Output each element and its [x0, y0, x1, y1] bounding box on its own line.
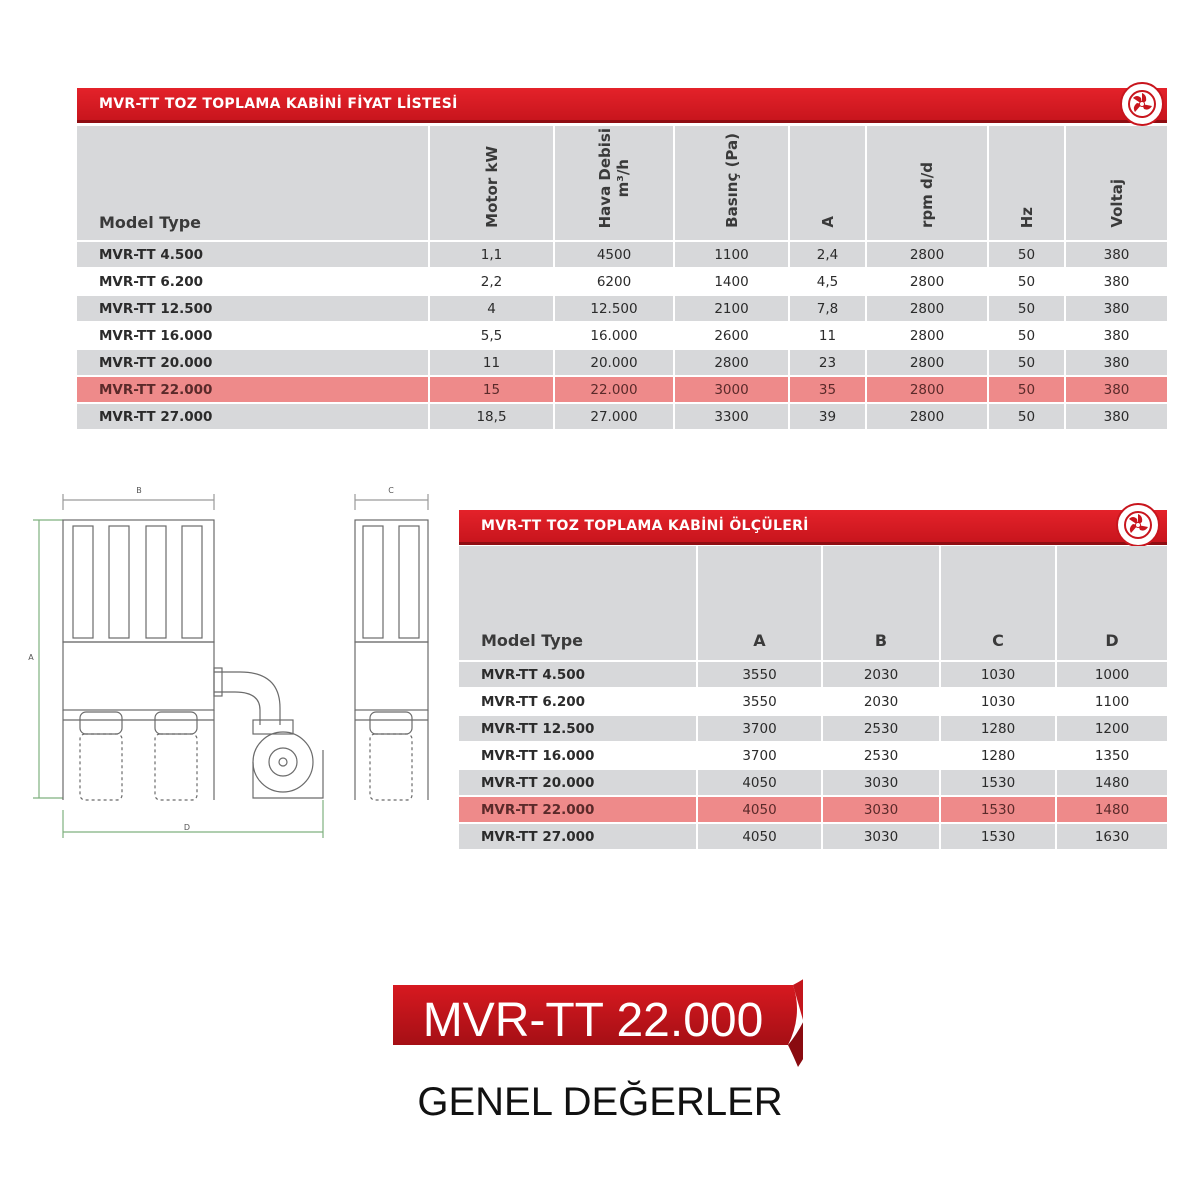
cell-model: MVR-TT 16.000: [459, 741, 698, 768]
cell-hz: 50: [989, 294, 1066, 321]
table-row: [77, 402, 1167, 429]
cell-amp: 11: [790, 321, 867, 348]
header-voltaj: Voltaj: [1066, 126, 1167, 240]
drawing-label-d: D: [183, 823, 191, 832]
cell-a: 3550: [698, 687, 823, 714]
cell-model: MVR-TT 27.000: [77, 402, 430, 429]
cell-c: 1530: [941, 768, 1057, 795]
cell-hz: 50: [989, 375, 1066, 402]
cell-basinc: 2800: [675, 348, 790, 375]
table-row: [77, 348, 1167, 375]
cell-volt: 380: [1066, 321, 1167, 348]
table-row: [459, 660, 1167, 687]
cell-a: 3700: [698, 714, 823, 741]
header-model-type: Model Type: [77, 126, 430, 240]
cell-b: 2030: [823, 687, 941, 714]
cell-hava: 4500: [555, 240, 675, 267]
cell-c: 1530: [941, 822, 1057, 849]
cell-rpm: 2800: [867, 321, 989, 348]
cell-motor: 18,5: [430, 402, 555, 429]
price-list-table: [77, 126, 1167, 429]
cell-model: MVR-TT 12.500: [77, 294, 430, 321]
cell-b: 3030: [823, 768, 941, 795]
cell-amp: 2,4: [790, 240, 867, 267]
fan-logo-icon: [1120, 82, 1164, 126]
header-hava-debisi: Hava Debisi m³/h: [555, 126, 675, 240]
cell-rpm: 2800: [867, 294, 989, 321]
cell-basinc: 2600: [675, 321, 790, 348]
price-list-title: MVR-TT TOZ TOPLAMA KABİNİ FİYAT LİSTESİ: [99, 96, 458, 112]
cell-motor: 15: [430, 375, 555, 402]
cell-volt: 380: [1066, 348, 1167, 375]
table-row: [459, 768, 1167, 795]
cell-model: MVR-TT 22.000: [77, 375, 430, 402]
cell-d: 1000: [1057, 660, 1167, 687]
table-row: [459, 687, 1167, 714]
table-row: [77, 240, 1167, 267]
cell-hava: 12.500: [555, 294, 675, 321]
cell-model: MVR-TT 6.200: [77, 267, 430, 294]
cell-model: MVR-TT 6.200: [459, 687, 698, 714]
cell-hz: 50: [989, 240, 1066, 267]
cell-a: 3700: [698, 741, 823, 768]
cell-motor: 2,2: [430, 267, 555, 294]
cell-a: 4050: [698, 822, 823, 849]
cell-d: 1480: [1057, 768, 1167, 795]
cell-b: 3030: [823, 822, 941, 849]
cell-basinc: 1400: [675, 267, 790, 294]
table-row: [77, 321, 1167, 348]
drawing-label-a: A: [28, 653, 34, 662]
cell-b: 2530: [823, 714, 941, 741]
dimensions-table: [459, 546, 1167, 849]
header-a: A: [698, 546, 823, 660]
cell-c: 1530: [941, 795, 1057, 822]
cell-c: 1280: [941, 714, 1057, 741]
cell-motor: 4: [430, 294, 555, 321]
drawing-label-c: C: [388, 486, 394, 495]
header-rpm: rpm d/d: [867, 126, 989, 240]
cell-model: MVR-TT 4.500: [77, 240, 430, 267]
header-basinc: Basınç (Pa): [675, 126, 790, 240]
table-row-highlighted: [77, 375, 1167, 402]
cell-model: MVR-TT 16.000: [77, 321, 430, 348]
cell-motor: 1,1: [430, 240, 555, 267]
cell-rpm: 2800: [867, 375, 989, 402]
cell-amp: 39: [790, 402, 867, 429]
header-c: C: [941, 546, 1057, 660]
cell-volt: 380: [1066, 402, 1167, 429]
table-row: [459, 822, 1167, 849]
cell-basinc: 1100: [675, 240, 790, 267]
cell-basinc: 3000: [675, 375, 790, 402]
header-motor: Motor kW: [430, 126, 555, 240]
cell-rpm: 2800: [867, 240, 989, 267]
cell-model: MVR-TT 27.000: [459, 822, 698, 849]
cell-model: MVR-TT 20.000: [459, 768, 698, 795]
cell-basinc: 2100: [675, 294, 790, 321]
cell-amp: 23: [790, 348, 867, 375]
drawing-label-b: B: [136, 486, 142, 495]
cell-model: MVR-TT 4.500: [459, 660, 698, 687]
ribbon-model-label: MVR-TT 22.000: [422, 993, 764, 1047]
cell-hz: 50: [989, 348, 1066, 375]
dimensions-title: MVR-TT TOZ TOPLAMA KABİNİ ÖLÇÜLERİ: [481, 518, 809, 534]
cell-rpm: 2800: [867, 348, 989, 375]
cell-motor: 11: [430, 348, 555, 375]
header-amp: A: [790, 126, 867, 240]
table-row: [459, 714, 1167, 741]
cell-a: 4050: [698, 795, 823, 822]
cell-d: 1480: [1057, 795, 1167, 822]
cell-d: 1350: [1057, 741, 1167, 768]
header-hz: Hz: [989, 126, 1066, 240]
cell-hz: 50: [989, 402, 1066, 429]
cell-amp: 4,5: [790, 267, 867, 294]
cell-volt: 380: [1066, 267, 1167, 294]
header-d: D: [1057, 546, 1167, 660]
cabinet-technical-drawing: [25, 480, 445, 850]
cell-d: 1100: [1057, 687, 1167, 714]
cell-amp: 7,8: [790, 294, 867, 321]
cell-model: MVR-TT 20.000: [77, 348, 430, 375]
table-row: [459, 741, 1167, 768]
cell-volt: 380: [1066, 375, 1167, 402]
cell-motor: 5,5: [430, 321, 555, 348]
cell-amp: 35: [790, 375, 867, 402]
cell-b: 3030: [823, 795, 941, 822]
cell-c: 1030: [941, 660, 1057, 687]
cell-rpm: 2800: [867, 402, 989, 429]
table-row: [77, 267, 1167, 294]
cell-c: 1030: [941, 687, 1057, 714]
cell-hava: 16.000: [555, 321, 675, 348]
subtitle-genel-degerler: GENEL DEĞERLER: [417, 1080, 783, 1124]
cell-volt: 380: [1066, 294, 1167, 321]
cell-b: 2530: [823, 741, 941, 768]
header-model-type: Model Type: [459, 546, 698, 660]
cell-hava: 6200: [555, 267, 675, 294]
cell-hz: 50: [989, 267, 1066, 294]
cell-c: 1280: [941, 741, 1057, 768]
cell-basinc: 3300: [675, 402, 790, 429]
header-b: B: [823, 546, 941, 660]
cell-hava: 20.000: [555, 348, 675, 375]
cell-hava: 27.000: [555, 402, 675, 429]
dimensions-banner: [459, 510, 1167, 542]
cell-volt: 380: [1066, 240, 1167, 267]
cell-model: MVR-TT 22.000: [459, 795, 698, 822]
cell-d: 1630: [1057, 822, 1167, 849]
cell-hz: 50: [989, 321, 1066, 348]
price-list-banner: [77, 88, 1167, 120]
fan-logo-icon: [1116, 503, 1160, 547]
cell-a: 3550: [698, 660, 823, 687]
cell-b: 2030: [823, 660, 941, 687]
cell-model: MVR-TT 12.500: [459, 714, 698, 741]
cell-d: 1200: [1057, 714, 1167, 741]
table-row-highlighted: [459, 795, 1167, 822]
table-row: [77, 294, 1167, 321]
cell-a: 4050: [698, 768, 823, 795]
cell-hava: 22.000: [555, 375, 675, 402]
cell-rpm: 2800: [867, 267, 989, 294]
